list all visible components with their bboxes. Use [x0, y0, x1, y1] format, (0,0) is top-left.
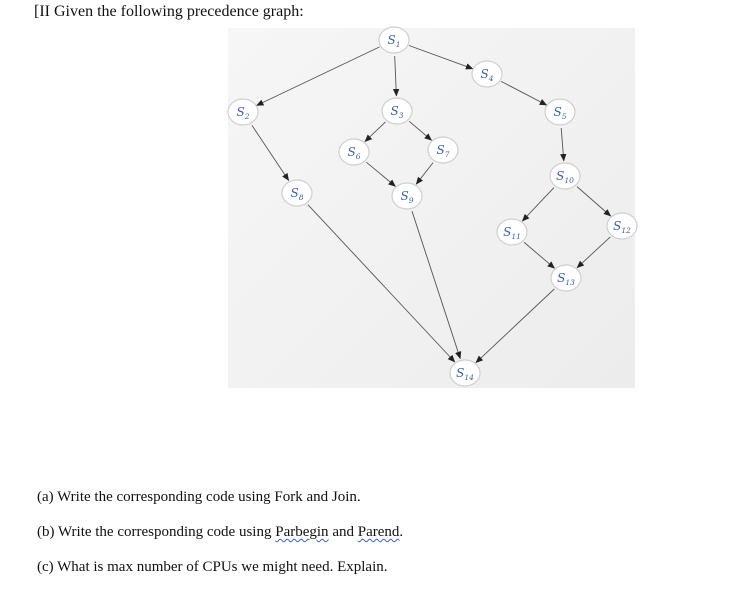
edge-s10-s11 — [522, 188, 554, 222]
node-letter: S — [480, 67, 489, 81]
node-s3 — [382, 98, 412, 124]
node-letter: S — [503, 225, 512, 239]
problem-heading: [II Given the following precedence graph: — [34, 3, 304, 20]
node-letter: S — [557, 271, 566, 285]
node-letter: S — [236, 105, 245, 119]
node-s8 — [282, 180, 312, 206]
node-letter: S — [347, 145, 356, 159]
node-s10 — [550, 163, 580, 189]
question-b-mid: and — [328, 524, 358, 540]
term-parbegin: Parbegin — [275, 524, 329, 540]
node-s5 — [545, 99, 575, 125]
node-s2 — [228, 99, 258, 125]
node-subscript: 8 — [298, 193, 304, 202]
question-b-prefix: (b) Write the corresponding code using — [37, 524, 276, 540]
node-subscript: 6 — [355, 152, 361, 161]
node-letter: S — [290, 186, 299, 200]
node-subscript: 9 — [408, 196, 414, 205]
edge-s7-s9 — [416, 163, 433, 185]
node-s11 — [497, 219, 527, 245]
edge-s13-s14 — [476, 289, 554, 363]
node-subscript: 1 — [395, 40, 401, 49]
edge-s10-s12 — [577, 187, 611, 217]
question-b-suffix: . — [399, 524, 404, 540]
node-s6 — [339, 139, 369, 165]
edge-s1-s2 — [257, 47, 380, 106]
node-subscript: 5 — [561, 112, 567, 121]
node-s1 — [379, 27, 409, 53]
node-s4 — [472, 61, 502, 87]
edge-s3-s7 — [409, 121, 431, 140]
node-subscript: 2 — [244, 112, 250, 121]
edge-s1-s3 — [395, 56, 397, 96]
edge-s1-s4 — [409, 46, 473, 69]
node-letter: S — [553, 105, 562, 119]
node-subscript: 14 — [464, 373, 474, 382]
node-subscript: 13 — [565, 278, 575, 287]
edge-s6-s9 — [366, 162, 395, 186]
edge-s2-s8 — [252, 125, 289, 180]
node-s9 — [392, 183, 422, 209]
question-b — [37, 523, 403, 541]
node-letter: S — [390, 104, 399, 118]
edge-s4-s5 — [501, 81, 547, 105]
node-letter: S — [400, 189, 409, 203]
node-subscript: 12 — [621, 226, 631, 235]
node-subscript: 11 — [511, 232, 521, 241]
edge-s11-s13 — [524, 242, 554, 268]
node-subscript: 4 — [488, 74, 494, 83]
edge-s3-s6 — [365, 122, 386, 142]
node-letter: S — [436, 143, 445, 157]
node-subscript: 3 — [398, 111, 404, 120]
node-s7 — [428, 137, 458, 163]
node-letter: S — [387, 33, 396, 47]
node-letter: S — [613, 219, 622, 233]
node-s12 — [607, 213, 637, 239]
edge-s9-s14 — [412, 211, 460, 359]
node-letter: S — [456, 366, 465, 380]
question-c: (c) What is max number of CPUs we might need. Explain. — [37, 559, 388, 575]
node-subscript: 10 — [564, 176, 574, 185]
node-letter: S — [556, 169, 565, 183]
node-subscript: 7 — [444, 150, 450, 159]
node-s14 — [450, 360, 480, 386]
edge-s5-s10 — [561, 128, 564, 161]
term-parend: Parend — [357, 524, 400, 540]
node-s13 — [551, 265, 581, 291]
question-a: (a) Write the corresponding code using Fork and Join. — [37, 489, 361, 505]
edge-s8-s14 — [308, 205, 455, 362]
edge-s12-s13 — [577, 237, 610, 268]
